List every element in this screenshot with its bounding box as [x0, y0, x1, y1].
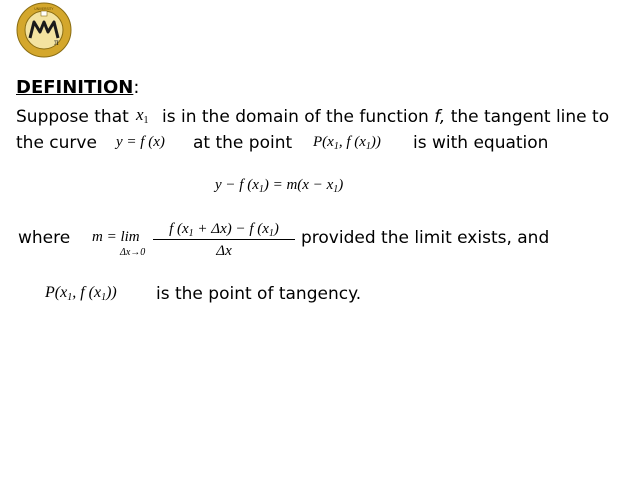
eq-end: ) [338, 177, 344, 193]
tan-a: P(x [45, 284, 68, 301]
line1-func: f, [434, 107, 446, 127]
slope-m-lim [92, 228, 140, 246]
line1-suffix: is in the domain of the function [162, 107, 429, 127]
m-equals-lim: m = lim [92, 229, 140, 245]
tangency-point [45, 284, 117, 302]
point-eq-a: P(x [313, 134, 334, 150]
tangency-suffix: is the point of tangency. [156, 284, 362, 304]
limit-under-text: Δx→0 [120, 247, 146, 258]
line1-var [136, 106, 149, 124]
point-eq-sub-a: 1 [333, 141, 339, 152]
line2-suffix: is with equation [413, 133, 549, 153]
num-sub-b: 1 [268, 228, 274, 239]
var-x-sub: 1 [143, 115, 149, 126]
var-x: x [136, 105, 144, 124]
point-eq-b: , f (x [338, 134, 366, 150]
fraction-denominator [153, 242, 295, 260]
point-equation [313, 133, 381, 151]
eq-sub1: 1 [258, 184, 264, 195]
num-c: ) [273, 221, 279, 237]
heading-colon: : [133, 77, 140, 98]
num-b: + Δx) − f (x [193, 221, 269, 237]
definition-heading [16, 78, 139, 98]
line1-suffix2: the tangent line to [450, 107, 610, 127]
line-1 [16, 107, 129, 127]
difference-quotient [153, 220, 295, 260]
curve-eq-text: y = f (x) [116, 134, 165, 150]
den-text: Δx [216, 243, 232, 259]
tan-b: , f (x [72, 284, 102, 301]
heading-title: DEFINITION [16, 77, 134, 98]
point-eq-sub-b: 1 [365, 141, 371, 152]
line1-prefix: Suppose that [16, 107, 129, 127]
tangent-line-equation [215, 176, 343, 194]
num-sub-a: 1 [188, 228, 194, 239]
curve-equation [116, 133, 165, 151]
tan-sub-b: 1 [101, 292, 107, 303]
where-suffix: provided the limit exists, and [301, 228, 550, 248]
logo-seal-icon [16, 2, 72, 58]
point-eq-c: )) [370, 134, 381, 150]
line2-prefix: the curve [16, 133, 97, 153]
where-label: where [18, 228, 71, 248]
svg-text:UNIVERSITY: UNIVERSITY [34, 7, 54, 11]
fraction-bar [153, 239, 295, 240]
limit-subscript [120, 247, 145, 258]
eq-rhs: ) = m(x − x [263, 177, 334, 193]
line2-middle: at the point [193, 133, 293, 153]
num-a: f (x [169, 221, 189, 237]
eq-lhs: y − f (x [215, 177, 259, 193]
tan-c: )) [106, 284, 117, 301]
university-logo [16, 2, 72, 58]
line1-rest [162, 107, 609, 127]
eq-sub2: 1 [333, 184, 339, 195]
fraction-numerator [153, 220, 295, 238]
svg-text:π: π [54, 37, 59, 47]
tan-sub-a: 1 [67, 292, 73, 303]
